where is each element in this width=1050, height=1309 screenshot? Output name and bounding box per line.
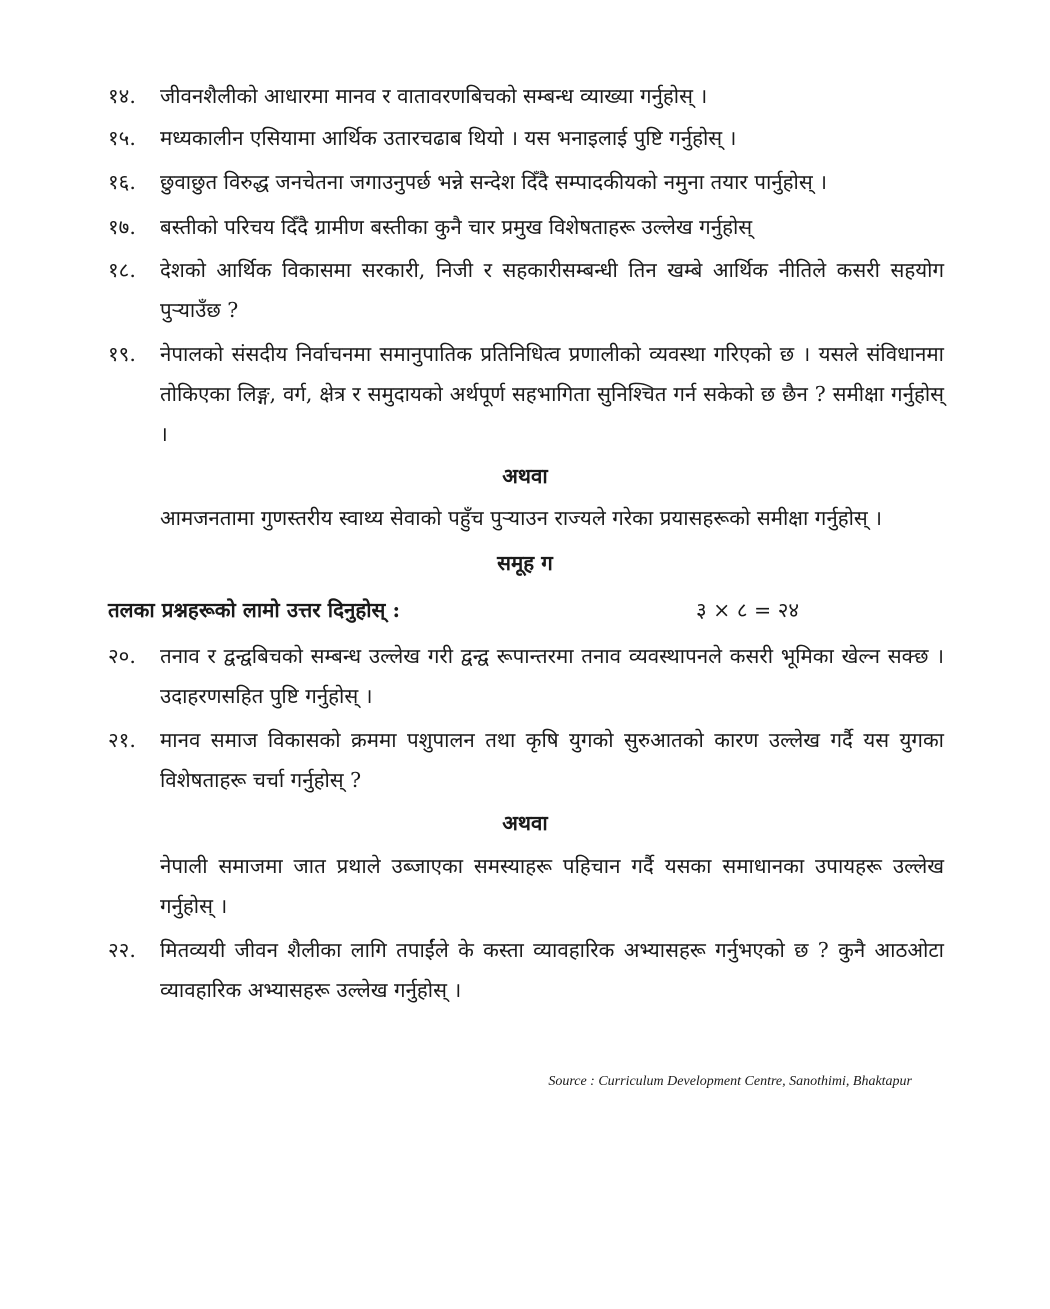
question-17 [108,207,944,247]
question-text: नेपालको संसदीय निर्वाचनमा समानुपातिक प्रतिनिधित्व प्रणालीको व्यवस्था गरिएको छ । यसले संविधानमा तोकिएका लिङ्ग, वर्ग, क्षेत्र र समुदायको अर्थपूर्ण सहभागिता सुनिश्चित गर्न सकेको छ छैन ? समीक्षा गर्नुहोस् । [160,342,944,446]
question-number: २२. [108,938,136,962]
question-text: छुवाछुत विरुद्ध जनचेतना जगाउनुपर्छ भन्ने सन्देश दिँदै सम्पादकीयको नमुना तयार पार्नुहोस् । [160,170,827,194]
question-14 [108,76,944,116]
question-20 [108,636,944,716]
question-text: बस्तीको परिचय दिँदै ग्रामीण बस्तीका कुनै चार प्रमुख विशेषताहरू उल्लेख गर्नुहोस् [160,215,753,239]
question-text: जीवनशैलीको आधारमा मानव र वातावरणबिचको सम्बन्ध व्याख्या गर्नुहोस् । [160,84,708,108]
question-18 [108,250,944,330]
group-instruction [108,590,944,630]
question-number: १४. [108,84,136,108]
question-19 [108,334,944,454]
question-text: मितव्ययी जीवन शैलीका लागि तपाईंले के कस्ता व्यावहारिक अभ्यासहरू गर्नुभएको छ ? कुनै आठओटा व्यावहारिक अभ्यासहरू उल्लेख गर्नुहोस् । [160,938,944,1002]
question-16 [108,162,944,202]
question-text: देशको आर्थिक विकासमा सरकारी, निजी र सहकारीसम्बन्धी तिन खम्बे आर्थिक नीतिले कसरी सहयोग पुऱ्याउँछ ? [160,258,944,322]
alternative-question-21: नेपाली समाजमा जात प्रथाले उब्जाएका समस्याहरू पहिचान गर्दै यसका समाधानका उपायहरू उल्लेख गर्नुहोस् । [160,854,944,918]
question-21 [108,720,944,800]
question-number: १६. [108,170,136,194]
question-text: मध्यकालीन एसियामा आर्थिक उतारचढाब थियो । यस भनाइलाई पुष्टि गर्नुहोस् । [160,126,737,150]
question-number: २०. [108,644,136,668]
or-label: अथवा [502,811,548,835]
question-15 [108,118,944,158]
group-title: समूह ग [497,551,553,575]
question-number: १७. [108,215,136,239]
marks-formula: ३ × ८ = २४ [696,598,800,622]
source-note: Source : Curriculum Development Centre, Sanothimi, Bhaktapur [548,1074,912,1089]
instruction-text: तलका प्रश्नहरूको लामो उत्तर दिनुहोस् : [108,598,401,622]
question-text: मानव समाज विकासको क्रममा पशुपालन तथा कृषि युगको सुरुआतको कारण उल्लेख गर्दै यस युगका विशेषताहरू चर्चा गर्नुहोस् ? [160,728,944,792]
question-number: १८. [108,258,136,282]
question-number: १९. [108,342,136,366]
or-label: अथवा [502,464,548,488]
question-text: तनाव र द्वन्द्वबिचको सम्बन्ध उल्लेख गरी द्वन्द्व रूपान्तरमा तनाव व्यवस्थापनले कसरी भूमिका खेल्न सक्छ । उदाहरणसहित पुष्टि गर्नुहोस् । [160,644,944,708]
question-number: २१. [108,728,136,752]
alternative-question-19: आमजनतामा गुणस्तरीय स्वाथ्य सेवाको पहुँच पुऱ्याउन राज्यले गरेका प्रयासहरूको समीक्षा गर्नुहोस् । [160,506,883,530]
question-number: १५. [108,126,136,150]
question-22 [108,930,944,1010]
